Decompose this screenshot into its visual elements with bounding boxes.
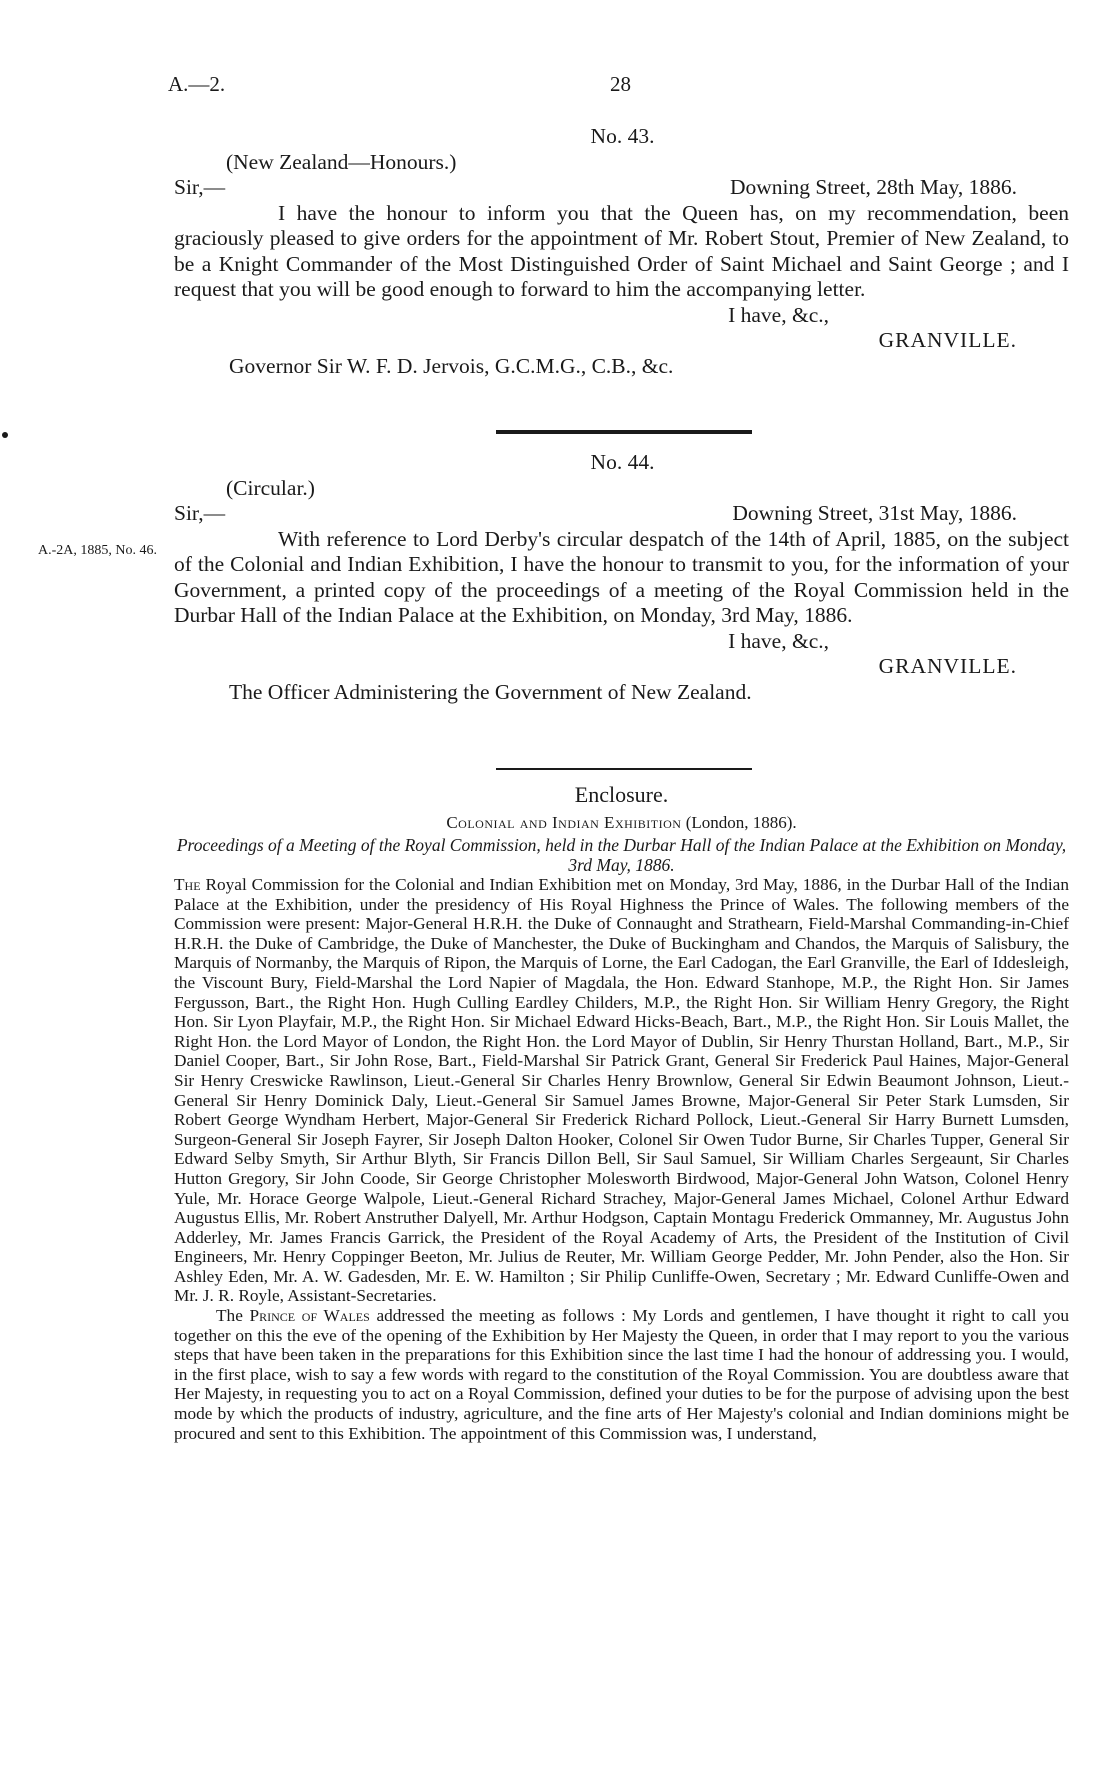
enclosure-subtitle xyxy=(174,812,1069,834)
page-header xyxy=(168,72,1068,102)
enclosure xyxy=(174,780,1069,1443)
letter-44 xyxy=(174,450,1069,705)
addressee: Governor Sir W. F. D. Jervois, G.C.M.G., C.B., &c. xyxy=(229,353,674,378)
letter-body: I have the honour to inform you that the Queen has, on my recommendation, been graciously pleased to give orders for the appointment of Mr. Robert Stout, Premier of New Zealand, to be a Knight Commander of the Most Distinguished Order of Saint Michael and Saint George ; and I request that you will be good enough to forward to him the accompanying letter. xyxy=(174,200,1069,301)
signature: GRANVILLE. xyxy=(878,654,1017,678)
proceedings-heading: Proceedings of a Meeting of the Royal Commission, held in the Durbar Hall of the Indian Palace at the Exhibition on Monday, 3rd May, 1886. xyxy=(176,835,1067,875)
section-rule xyxy=(496,768,752,770)
page-reference: A.—2. xyxy=(168,72,226,96)
subtitle-small-caps: Colonial and Indian Exhibition xyxy=(446,813,682,832)
para-text: Royal Commission for the Colonial and Indian Exhibition met on Monday, 3rd May, 1886, in the Durbar Hall of the Indian Palace at the Exhibition, under the presidency of His Royal Highness the Prince of Wales. The following members of the Commission were present: Major-General H.R.H. the Duke of Connaught and Strathearn, Field-Marshal Commanding-in-Chief H.R.H. the Duke of Cambridge, the Duke of Manchester, the Duke of Buckingham and Chandos, the Marquis of Salisbury, the Marquis of Normanby, the Marquis of Ripon, the Marquis of Lorne, the Earl Cadogan, the Earl Granville, the Earl of Iddesleigh, the Viscount Bury, Field-Marshal the Lord Napier of Magdala, the Hon. Edward Stanhope, M.P., the Right Hon. Sir James Fergusson, Bart., the Right Hon. Hugh Culling Eardley Childers, M.P., the Right Hon. Sir William Henry Gregory, the Right Hon. Sir Lyon Playfair, M.P., the Right Hon. Sir Michael Edward Hicks-Beach, Bart., M.P., the Right Hon. Sir Louis Mallet, the Right Hon. the Lord Mayor of London, the Right Hon. the Lord Mayor of Dublin, Sir Henry Thurstan Holland, Bart., M.P., Sir Daniel Cooper, Bart., Sir John Rose, Bart., Field-Marshal Sir Patrick Grant, General Sir Frederick Paul Haines, Major-General Sir Henry Creswicke Rawlinson, Lieut.-General Sir Charles Henry Brownlow, General Sir Edwin Beaumont Johnson, Lieut.-General Sir Henry Dominick Daly, Lieut.-General Sir Samuel James Browne, Major-General Sir Peter Stark Lumsden, Sir Robert George Wyndham Herbert, Major-General Sir Frederick Richard Pollock, Lieut.-General Sir Harry Burnett Lumsden, Surgeon-General Sir Joseph Fayrer, Sir Joseph Dalton Hooker, Colonel Sir Owen Tudor Burne, Sir Charles Tupper, General Sir Edward Selby Smyth, Sir Arthur Blyth, Sir Francis Dillon Bell, Sir Saul Samuel, Sir William Charles Sergeaunt, Sir Charles Hutton Gregory, Sir John Coode, Sir George Christopher Molesworth Birdwood, Major-General John Watson, Colonel Henry Yule, Mr. Horace George Walpole, Lieut.-General Richard Strachey, Major-General James Michael, Colonel Arthur Edward Augustus Ellis, Mr. Robert Anstruther Dalyell, Mr. Arthur Hodgson, Captain Montagu Frederick Ommanney, Mr. Augustus John Adderley, Mr. James Francis Garrick, the President of the Royal Academy of Arts, the President of the Institution of Civil Engineers, Mr. Henry Coppinger Beeton, Mr. Julius de Reuter, Mr. William George Pedder, Mr. John Pender, also the Hon. Sir Ashley Eden, Mr. A. W. Gadesden, Mr. E. W. Hamilton ; Sir Philip Cunliffe-Owen, Secretary ; Mr. Edward Cunliffe-Owen and Mr. J. R. Royle, Assistant-Secretaries. xyxy=(174,875,1069,1306)
salutation-line xyxy=(174,501,1069,527)
para-lead-pre: The xyxy=(216,1306,250,1326)
para-text: addressed the meeting as follows : My Lords and gentlemen, I have thought it right to call you together on this the eve of the opening of the Exhibition by Her Majesty the Queen, in order that I may report to you the various steps that have been taken in the preparations for this Exhibition since the last time I had the honour of addressing you. I would, in the first place, wish to say a few words with regard to the constitution of the Royal Commission. You are doubtless aware that Her Majesty, in requesting you to act on a Royal Commission, defined your duties to be for the purpose of advising upon the best mode by which the products of industry, agriculture, and the fine arts of Her Majesty's colonial and Indian dominions might be procured and sent to this Exhibition. The appointment of this Commission was, I understand, xyxy=(174,1306,1069,1443)
subtitle-rest: (London, 1886). xyxy=(681,813,797,832)
letter-43 xyxy=(174,124,1069,379)
margin-dot xyxy=(2,432,8,438)
letter-heading: (Circular.) xyxy=(226,475,315,500)
section-rule xyxy=(496,430,752,434)
letter-heading: (New Zealand—Honours.) xyxy=(226,149,457,174)
addressee: The Officer Administering the Government of New Zealand. xyxy=(229,679,752,704)
salutation: Sir,— xyxy=(174,175,226,199)
paragraph-members xyxy=(174,875,1069,1306)
salutation-line xyxy=(174,175,1069,201)
letter-body: With reference to Lord Derby's circular despatch of the 14th of April, 1885, on the subject of the Colonial and Indian Exhibition, I have the honour to transmit to you, for the information of your Government, a printed copy of the proceedings of a meeting of the Royal Commission held in the Durbar Hall of the Indian Palace at the Exhibition, on Monday, 3rd May, 1886. xyxy=(174,526,1069,627)
para-lead-sc: Prince of Wales xyxy=(249,1306,370,1326)
closing: I have, &c., xyxy=(728,302,829,327)
page-number: 28 xyxy=(610,72,631,96)
paragraph-address xyxy=(174,1306,1069,1443)
enclosure-title: Enclosure. xyxy=(574,782,669,807)
signature: GRANVILLE. xyxy=(878,328,1017,352)
para-lead: The xyxy=(174,875,201,894)
place-date: Downing Street, 31st May, 1886. xyxy=(732,501,1017,525)
letter-number: No. 43. xyxy=(590,124,655,148)
margin-reference: A.-2A, 1885, No. 46. xyxy=(38,543,157,558)
salutation: Sir,— xyxy=(174,501,226,525)
closing: I have, &c., xyxy=(728,628,829,653)
letter-number: No. 44. xyxy=(590,450,655,474)
place-date: Downing Street, 28th May, 1886. xyxy=(729,175,1017,199)
